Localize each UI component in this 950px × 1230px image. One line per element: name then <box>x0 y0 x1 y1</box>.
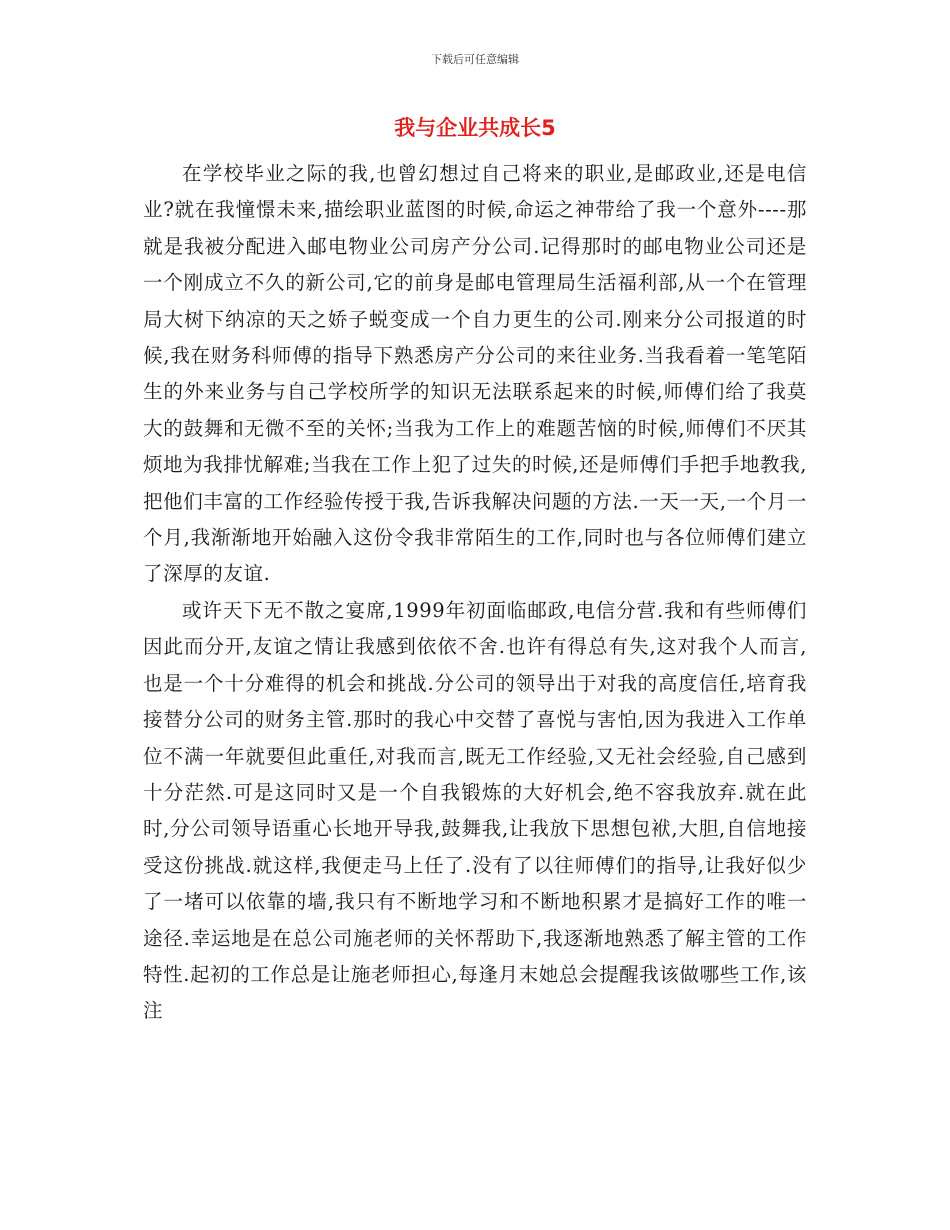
document-title: 我与企业共成长5 <box>394 116 556 140</box>
paragraph: 在学校毕业之际的我,也曾幻想过自己将来的职业,是邮政业,还是电信业?就在我憧憬未来,描绘职业蓝图的时候,命运之神带给了我一个意外----那就是我被分配进入邮电物业公司房产分公司.记得那时的邮电物业公司还是一个刚成立不久的新公司,它的前身是邮电管理局生活福利部,从一个在管理局大树下纳凉的天之娇子蜕变成一个自力更生的公司.刚来分公司报道的时候,我在财务科师傅的指导下熟悉房产分公司的来往业务.当我看着一笔笔陌生的外来业务与自己学校所学的知识无法联系起来的时候,师傅们给了我莫大的鼓舞和无微不至的关怀;当我为工作上的难题苦恼的时候,师傅们不厌其烦地为我排忧解难;当我在工作上犯了过失的时候,还是师傅们手把手地教我,把他们丰富的工作经验传授于我,告诉我解决问题的方法.一天一天,一个月一个月,我渐渐地开始融入这份令我非常陌生的工作,同时也与各位师傅们建立了深厚的友谊. <box>143 162 807 586</box>
paragraph: 或许天下无不散之宴席,1999年初面临邮政,电信分营.我和有些师傅们因此而分开,友谊之情让我感到依依不舍.也许有得总有失,这对我个人而言,也是一个十分难得的机会和挑战.分公司的领导出于对我的高度信任,培育我接替分公司的财务主管.那时的我心中交替了喜悦与害怕,因为我进入工作单位不满一年就要但此重任,对我而言,既无工作经验,又无社会经验,自己感到十分茫然.可是这同时又是一个自我锻炼的大好机会,绝不容我放弃.就在此时,分公司领导语重心长地开导我,鼓舞我,让我放下思想包袱,大胆,自信地接受这份挑战.就这样,我便走马上任了.没有了以往师傅们的指导,让我好似少了一堵可以依靠的墙,我只有不断地学习和不断地积累才是搞好工作的唯一途径.幸运地是在总公司施老师的关怀帮助下,我逐渐地熟悉了解主管的工作特性.起初的工作总是让施老师担心,每逢月末她总会提醒我该做哪些工作,该注 <box>143 598 807 1023</box>
header-note: 下载后可任意编辑 <box>431 53 519 66</box>
document-body <box>143 156 807 1030</box>
